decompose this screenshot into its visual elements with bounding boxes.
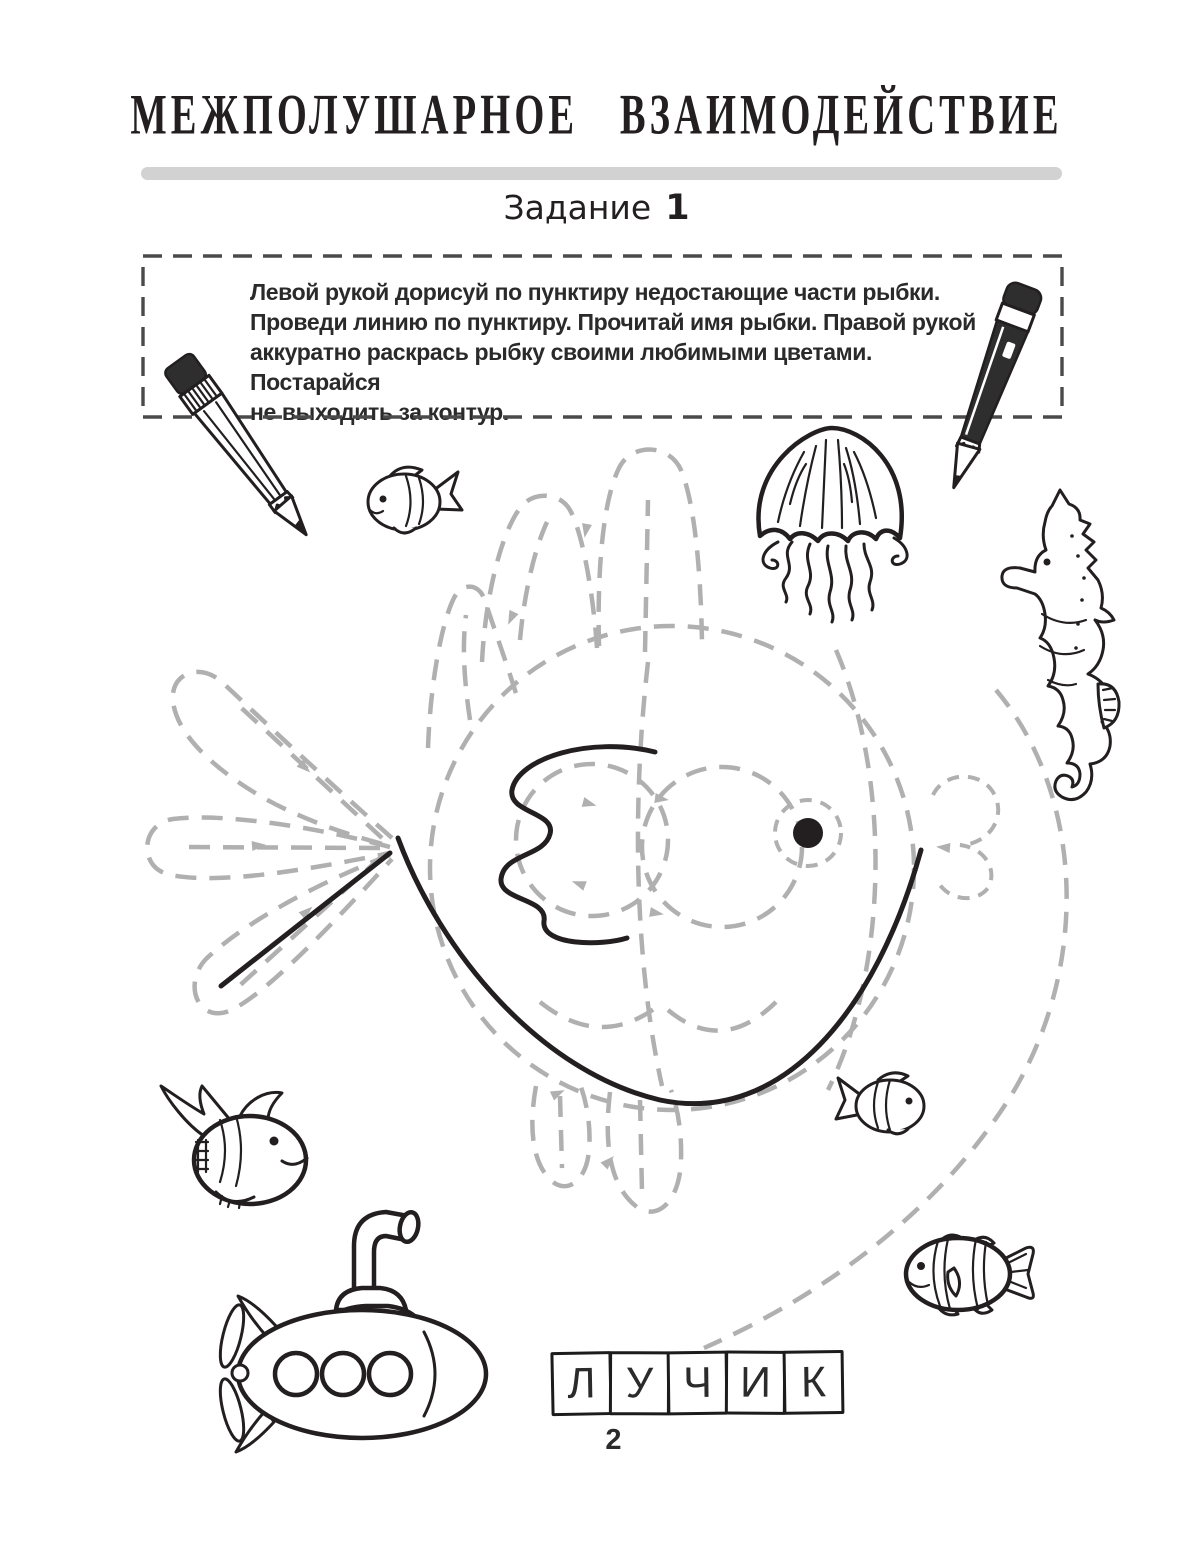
fish-scale: [668, 1002, 776, 1031]
pencil-right-icon: [935, 280, 1044, 493]
fin-midline: [464, 615, 470, 720]
page-number: 2: [605, 1424, 622, 1456]
answer-word-row: [551, 1350, 844, 1416]
instruction-line: Проведи линию по пунктиру. Прочитай имя рыбки. Правой рукой: [250, 309, 976, 335]
porthole: [322, 1353, 364, 1395]
instruction-line: аккуратно раскрась рыбку своими любимыми цветами. Постарайся: [250, 339, 872, 395]
instruction-box-border: [143, 256, 1062, 417]
small-fish-top-icon: [368, 467, 462, 533]
fish-scale: [516, 764, 668, 916]
fin-midline: [560, 1096, 562, 1168]
fin-midline: [645, 500, 648, 652]
instruction-line: не выходить за контур.: [250, 399, 509, 425]
propeller-hub: [232, 1365, 248, 1381]
jellyfish-tentacles: [763, 538, 907, 622]
traced-fish: [147, 449, 1066, 1348]
clownfish-icon: [906, 1235, 1033, 1315]
trace-arrows: [252, 523, 951, 1169]
big-fish-bottom-left-icon: [161, 1086, 307, 1208]
seahorse-icon: [1002, 490, 1119, 800]
fin-midline: [520, 522, 547, 640]
porthole: [275, 1353, 317, 1395]
jellyfish-icon: [758, 428, 907, 622]
porthole: [369, 1353, 411, 1395]
fish-top-fin: [599, 449, 702, 646]
tail-midline: [180, 847, 380, 848]
fish-scale: [540, 1002, 658, 1027]
task-number: 1: [665, 188, 690, 228]
pencil-left-icon: [162, 351, 318, 547]
letter-cell: К: [783, 1350, 845, 1415]
letter-cell: И: [725, 1351, 786, 1415]
task-label: Задание: [503, 188, 652, 227]
fish-tail-solid-line: [221, 853, 390, 986]
letter-cell: У: [609, 1351, 670, 1415]
fish-eye: [793, 818, 823, 848]
instruction-line: Левой рукой дорисуй по пунктиру недостающие части рыбки.: [250, 279, 940, 305]
fish-top-fin: [428, 587, 518, 748]
small-fish-right-icon: [836, 1073, 924, 1134]
trace-line-to-word: [704, 690, 1067, 1348]
submarine-icon: [216, 1210, 486, 1452]
fish-tail-lobe: [173, 672, 392, 846]
fin-midline: [640, 1100, 642, 1192]
fish-top-fin: [482, 496, 597, 662]
fish-lips: [933, 777, 998, 899]
letter-cell: Л: [550, 1351, 612, 1416]
fish-gill-wavy-line: [501, 747, 655, 943]
letter-cell: Ч: [667, 1351, 729, 1416]
page-title: МЕЖПОЛУШАРНОЕ ВЗАИМОДЕЙСТВИЕ: [130, 83, 1063, 147]
